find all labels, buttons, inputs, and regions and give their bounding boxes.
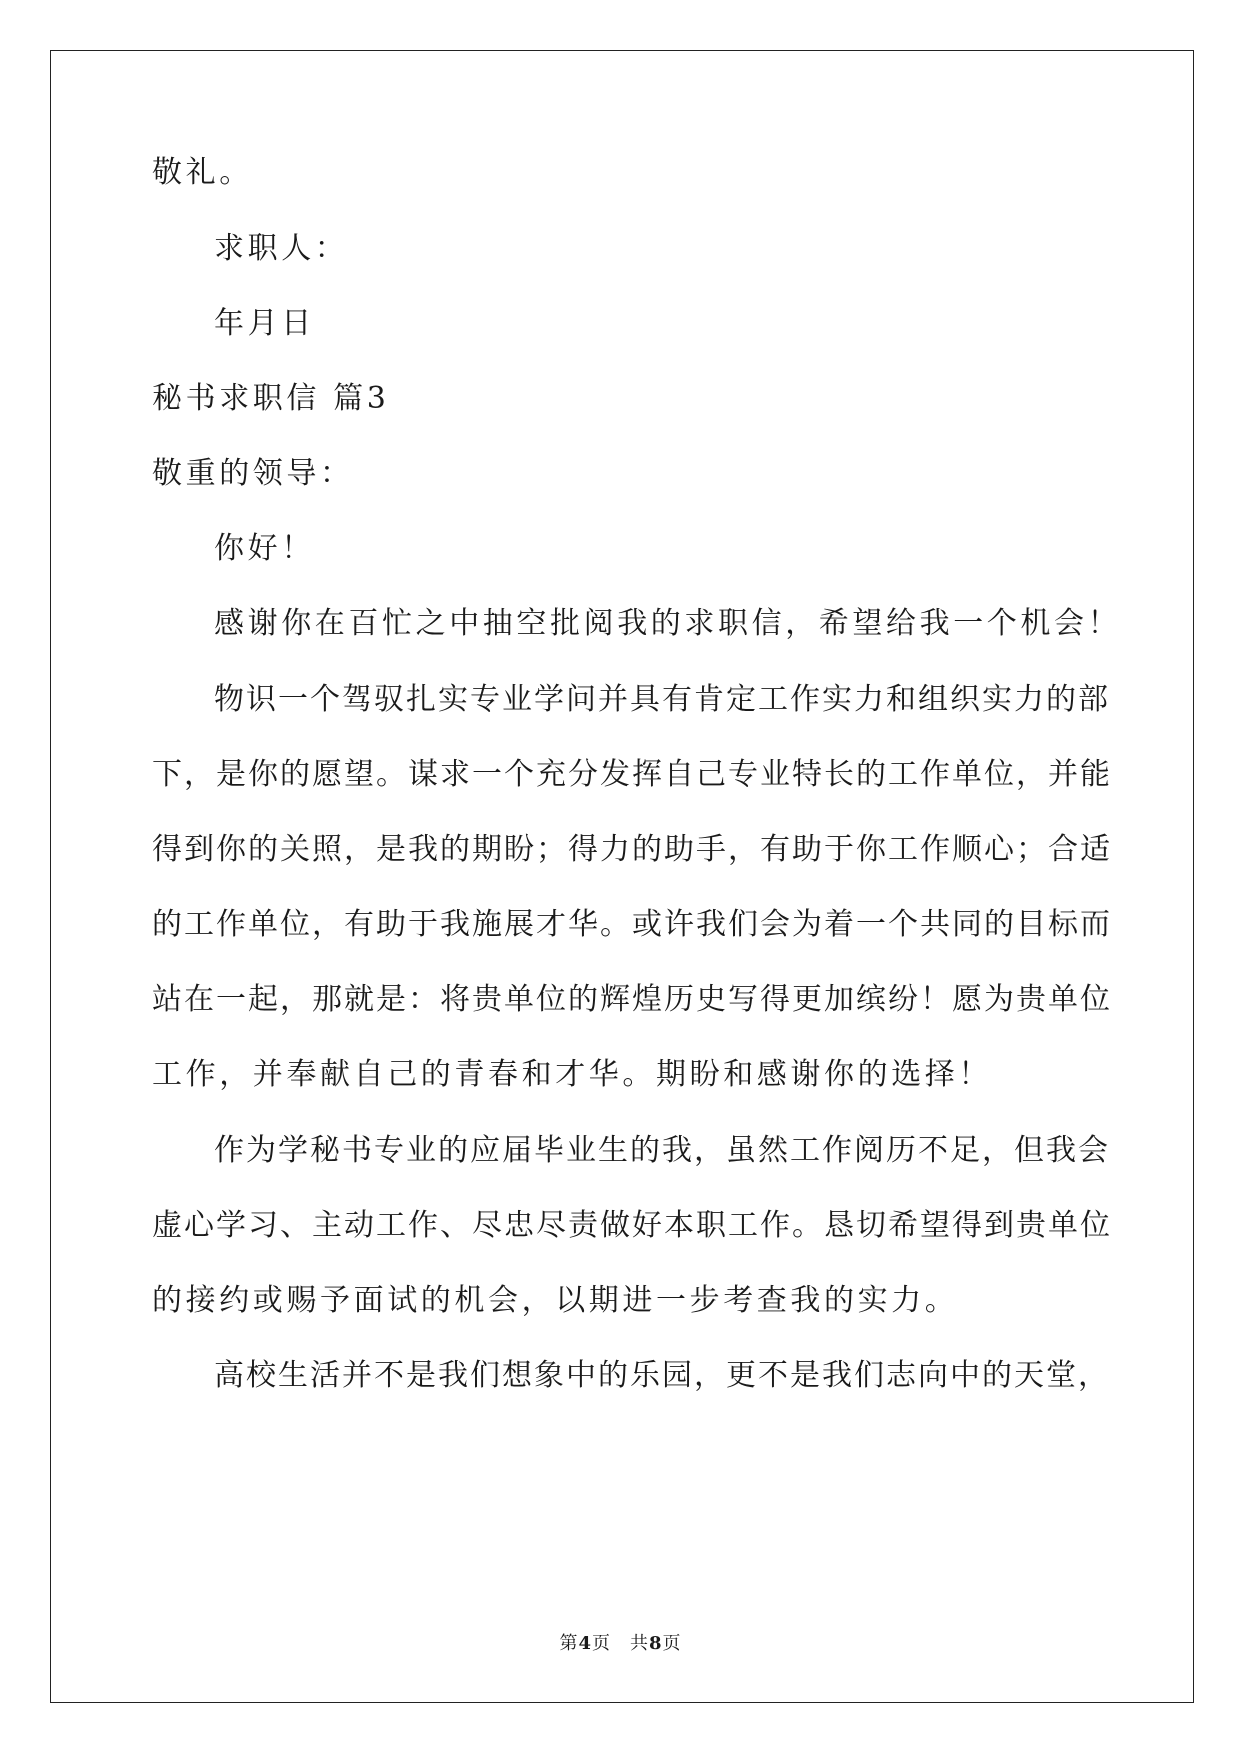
section-heading: 秘书求职信 篇3 — [152, 381, 390, 416]
paragraph-line: 工作，并奉献自己的青春和才华。期盼和感谢你的选择！ — [152, 1057, 992, 1092]
paragraph-line: 作为学秘书专业的应届毕业生的我，虽然工作阅历不足，但我会 — [214, 1133, 1110, 1168]
page-border — [50, 50, 1194, 1703]
paragraph-line: 得到你的关照，是我的期盼；得力的助手，有助于你工作顺心；合适 — [152, 832, 1112, 867]
paragraph-line: 下，是你的愿望。谋求一个充分发挥自己专业特长的工作单位，并能 — [152, 757, 1112, 792]
page-prefix: 第 — [559, 1633, 579, 1654]
total-page-number: 8 — [649, 1633, 663, 1654]
page-number-footer — [0, 1635, 1241, 1653]
page-suffix: 页 — [662, 1633, 682, 1654]
paragraph-line: 的工作单位，有助于我施展才华。或许我们会为着一个共同的目标而 — [152, 907, 1112, 942]
paragraph-line: 感谢你在百忙之中抽空批阅我的求职信，希望给我一个机会！ — [214, 606, 1122, 641]
date-line: 年月日 — [214, 306, 315, 341]
greeting: 你好！ — [214, 531, 315, 566]
salutation: 敬重的领导： — [152, 456, 354, 491]
paragraph-line: 物识一个驾驭扎实专业学问并具有肯定工作实力和组织实力的部 — [214, 682, 1110, 717]
paragraph-line: 的接约或赐予面试的机会，以期进一步考查我的实力。 — [152, 1283, 959, 1318]
closing-salutation: 敬礼。 — [152, 155, 253, 190]
paragraph-line: 站在一起，那就是：将贵单位的辉煌历史写得更加缤纷！愿为贵单位 — [152, 982, 1112, 1017]
paragraph-line: 虚心学习、主动工作、尽忠尽责做好本职工作。恳切希望得到贵单位 — [152, 1208, 1112, 1243]
applicant-signature-label: 求职人： — [214, 231, 349, 266]
current-page-number: 4 — [578, 1633, 592, 1654]
page-mid: 页 共 — [592, 1633, 649, 1654]
paragraph-line: 高校生活并不是我们想象中的乐园，更不是我们志向中的天堂， — [214, 1358, 1110, 1393]
